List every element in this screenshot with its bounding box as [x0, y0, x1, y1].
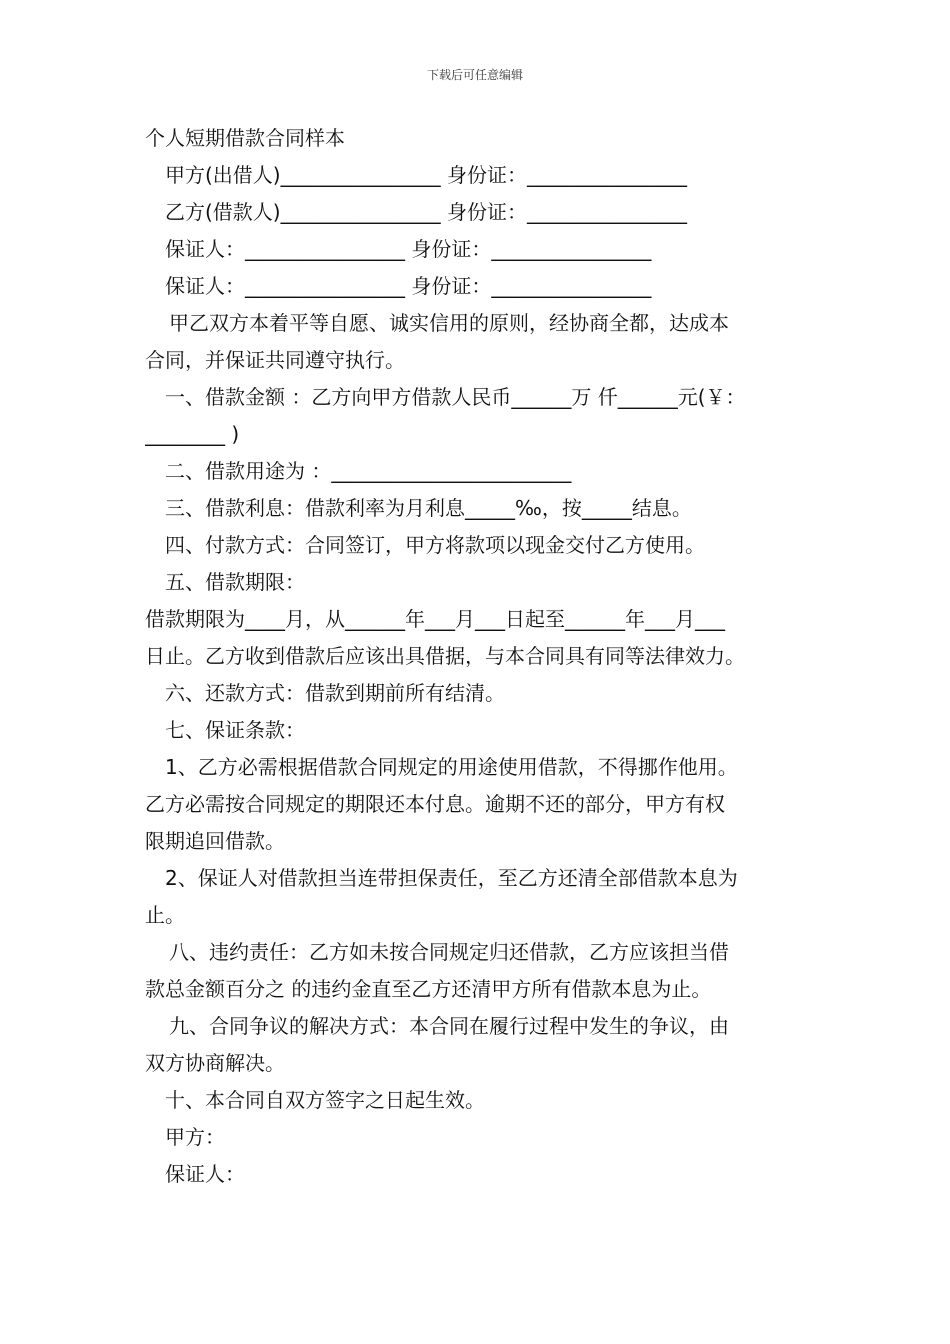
clause-9-line-1: 九、合同争议的解决方式：本合同在履行过程中发生的争议，由	[169, 1014, 729, 1038]
clause-5-line-2: 日止。乙方收到借款后应该出具借据，与本合同具有同等法律效力。	[145, 644, 745, 668]
clause-7-item-1-line-3: 限期追回借款。	[145, 829, 285, 853]
clause-7-item-2-line-1: 2、保证人对借款担当连带担保责任，至乙方还清全部借款本息为	[165, 866, 738, 890]
preamble-line-2: 合同，并保证共同遵守执行。	[145, 348, 405, 372]
clause-4-line: 四、付款方式：合同签订，甲方将款项以现金交付乙方使用。	[165, 533, 705, 557]
clause-3-line: 三、借款利息：借款利率为月利息_____‰，按_____结息。	[165, 496, 692, 520]
clause-7-heading: 七、保证条款：	[165, 718, 305, 742]
clause-1-line-1: 一、借款金额 ：乙方向甲方借款人民币______万 仟______元(￥：	[165, 385, 746, 409]
clause-6-line: 六、还款方式：借款到期前所有结清。	[165, 681, 505, 705]
clause-8-line-2: 款总金额百分之 的违约金直至乙方还清甲方所有借款本息为止。	[145, 977, 712, 1001]
clause-7-item-1-line-1: 1、乙方必需根据借款合同规定的用途使用借款，不得挪作他用。	[165, 755, 738, 779]
preamble-line-1: 甲乙双方本着平等自愿、诚实信用的原则，经协商全都，达成本	[169, 311, 729, 335]
contract-body	[145, 120, 810, 1193]
clause-7-item-1-line-2: 乙方必需按合同规定的期限还本付息。逾期不还的部分，甲方有权	[145, 792, 725, 816]
guarantor-line-1: 保证人：________________ 身份证：________________	[165, 237, 652, 261]
clause-9-line-2: 双方协商解决。	[145, 1051, 285, 1075]
clause-7-item-2-line-2: 止。	[145, 903, 185, 927]
clause-1-line-2: ________ )	[145, 422, 240, 446]
clause-10-line: 十、本合同自双方签字之日起生效。	[165, 1088, 485, 1112]
signature-party-a: 甲方：	[165, 1125, 225, 1149]
party-b-line: 乙方(借款人)________________ 身份证：________________	[165, 200, 687, 224]
document-title: 个人短期借款合同样本	[145, 126, 345, 150]
signature-guarantor: 保证人：	[165, 1162, 245, 1186]
guarantor-line-2: 保证人：________________ 身份证：________________	[165, 274, 652, 298]
clause-8-line-1: 八、违约责任：乙方如未按合同规定归还借款，乙方应该担当借	[169, 940, 729, 964]
clause-2-line: 二、借款用途为 ：________________________	[165, 459, 572, 483]
party-a-line: 甲方(出借人)________________ 身份证：________________	[165, 163, 687, 187]
page-header-note: 下载后可任意编辑	[426, 68, 523, 82]
clause-5-line-1: 借款期限为____月，从______年___月___日起至______年___月___	[145, 607, 725, 631]
clause-5-heading: 五、借款期限：	[165, 570, 305, 594]
